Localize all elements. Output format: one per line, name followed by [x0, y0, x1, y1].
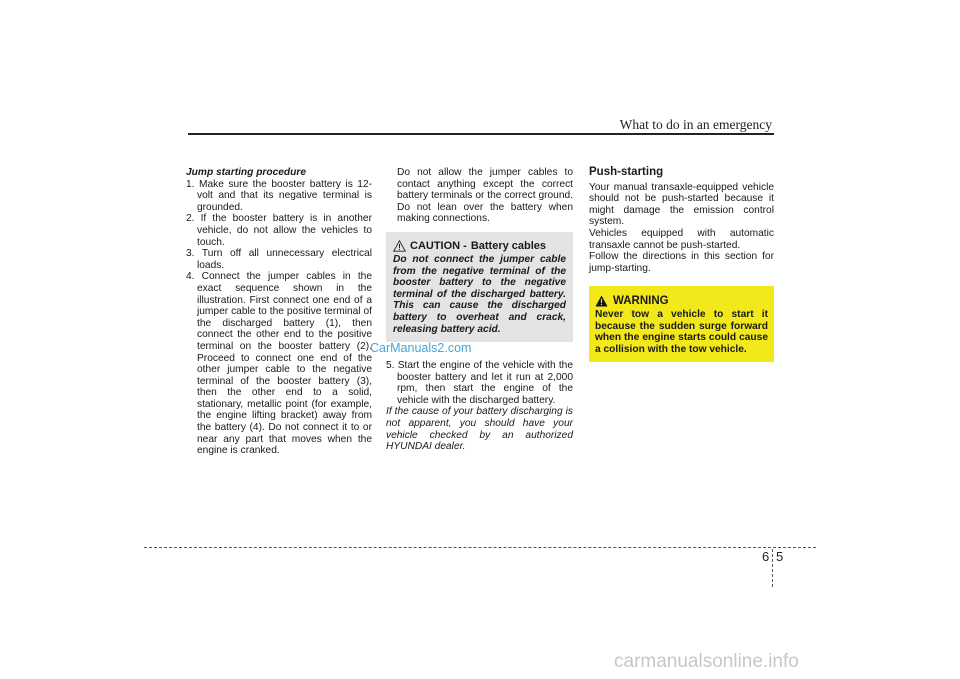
step-2: 2. If the booster battery is in another vehicle, do not allow the vehicles to touch.: [186, 213, 372, 248]
section-title: What to do in an emergency: [619, 117, 772, 132]
caution-text: Do not connect the jumper cable from the negative terminal of the booster battery to the negative terminal of the discharged battery. This can cause the discharged battery to overheat and crack, releasing battery acid.: [393, 254, 566, 335]
page-number-divider: [772, 549, 773, 587]
caution-subject: Battery cables: [470, 240, 547, 252]
column-push-starting: [589, 167, 774, 274]
caution-triangle-icon: [393, 240, 406, 252]
warning-word: WARNING: [613, 295, 669, 307]
step-1: 1. Make sure the booster battery is 12-volt and that its negative terminal is grounded.: [186, 178, 372, 213]
caution-header: [393, 240, 566, 252]
step-3: 3. Turn off all unnecessary electrical loads.: [186, 248, 372, 271]
site-watermark[interactable]: carmanualsonline.info: [614, 651, 799, 672]
step-5: 5. Start the engine of the vehicle with the booster battery and let it run at 2,000 rpm, then start the engine of the vehicle with the discharged battery.: [386, 360, 573, 406]
step5-list: [386, 360, 573, 406]
jump-starting-steps: [186, 179, 372, 457]
caution-box: [386, 232, 573, 342]
column-continuation: [386, 167, 573, 225]
jump-starting-subhead: Jump starting procedure: [186, 167, 307, 178]
dealer-note: If the cause of your battery discharging is not apparent, you should have your vehicle checked by an authorized HYUNDAI dealer.: [386, 406, 573, 453]
warning-header: [595, 295, 768, 307]
footer-rule: [144, 547, 816, 548]
warning-triangle-icon: [595, 295, 608, 307]
push-para-1: Your manual transaxle-equipped vehicle should not be push-started because it might damage the emission control system.: [589, 181, 774, 228]
step-4: 4. Connect the jumper cables in the exact sequence shown in the illustration. First connect one end of a jumper cable to the positive terminal of the discharged battery (1), then connect the other end to the positive terminal on the booster battery (2). Proceed to connect one end of the other jumper cable to the negative terminal of the booster battery (3), then the other end to a solid, stationary, metallic point (for example, the engine lifting bracket) away from the battery (4). Do not connect it to or near any part that moves when the engine is cranked.: [186, 271, 372, 457]
header-rule: [188, 133, 774, 135]
column-jump-starting: [186, 167, 372, 457]
push-para-2: Vehicles equipped with automatic transaxle cannot be push-started.: [589, 227, 774, 251]
chapter-number: 6: [762, 549, 770, 564]
warning-text: Never tow a vehicle to start it because the sudden surge forward when the engine starts could cause a collision with the tow vehicle.: [595, 309, 768, 355]
warning-box: [589, 286, 774, 362]
push-para-3: Follow the directions in this section for jump-starting.: [589, 251, 774, 274]
push-starting-heading: Push-starting: [589, 166, 664, 178]
page-number: 5: [776, 549, 784, 564]
column-step5: [386, 360, 573, 453]
step-4-continuation: Do not allow the jumper cables to contact anything except the correct battery terminals or the correct ground. Do not lean over the battery when making connections.: [397, 167, 573, 225]
watermark-link[interactable]: CarManuals2.com: [370, 341, 472, 355]
caution-word: CAUTION -: [410, 240, 467, 252]
